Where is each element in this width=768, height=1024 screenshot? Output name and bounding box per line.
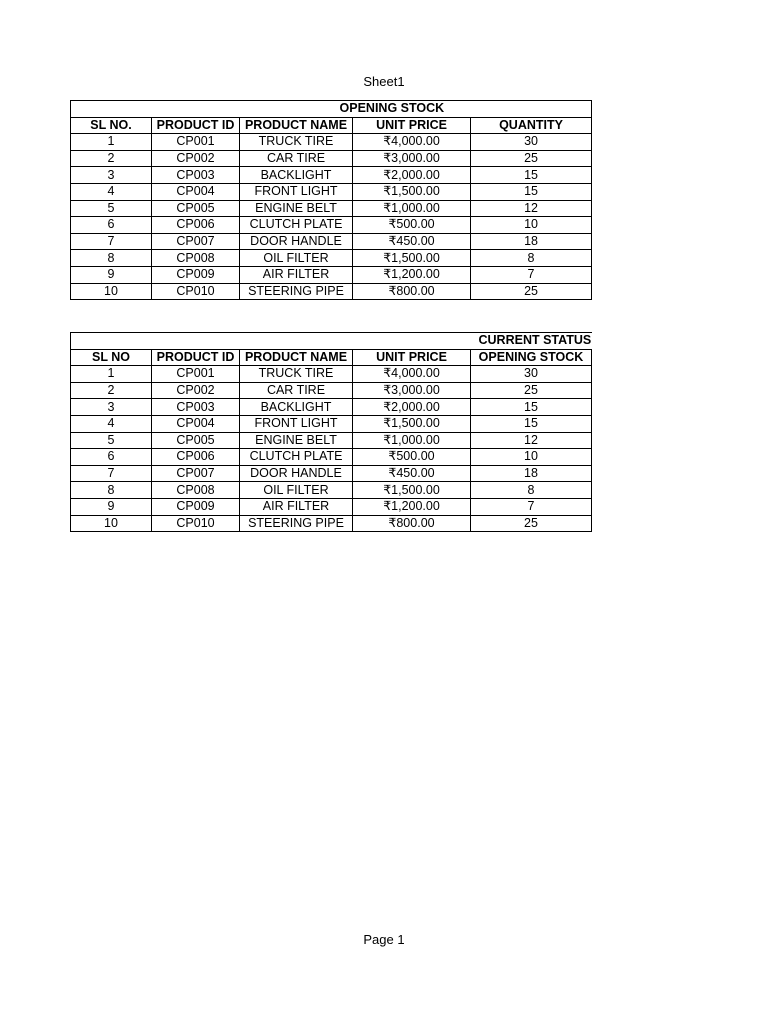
table-header-row: [71, 349, 592, 366]
table-row: [71, 465, 592, 482]
table-cell: 9: [71, 498, 152, 515]
opening-stock-table-region: [70, 100, 591, 300]
column-header: UNIT PRICE: [353, 117, 471, 134]
table-cell: CP009: [152, 498, 240, 515]
table-cell: 7: [71, 465, 152, 482]
table-cell: 15: [471, 399, 592, 416]
table-cell: 10: [471, 217, 592, 234]
table-row: [71, 482, 592, 499]
table-cell: CP005: [152, 200, 240, 217]
table-cell: 10: [471, 449, 592, 466]
table-caption-row: [71, 101, 592, 118]
table-cell: ₹1,000.00: [353, 432, 471, 449]
table-cell: 6: [71, 217, 152, 234]
table-cell: ₹500.00: [353, 449, 471, 466]
table-cell: DOOR HANDLE: [240, 233, 353, 250]
table-cell: 12: [471, 200, 592, 217]
table-row: [71, 498, 592, 515]
table-cell: 25: [471, 515, 592, 532]
table-cell: ₹1,500.00: [353, 415, 471, 432]
current-status-table: [70, 332, 592, 532]
table-row: [71, 399, 592, 416]
table-cell: ₹800.00: [353, 283, 471, 300]
table-cell: 30: [471, 366, 592, 383]
table-cell: ₹800.00: [353, 515, 471, 532]
column-header: OPENING STOCK: [471, 349, 592, 366]
table-row: [71, 134, 592, 151]
table-row: [71, 283, 592, 300]
table-row: [71, 266, 592, 283]
table-cell: CLUTCH PLATE: [240, 449, 353, 466]
column-header: PRODUCT ID: [152, 349, 240, 366]
column-header: UNIT PRICE: [353, 349, 471, 366]
column-header: PRODUCT NAME: [240, 349, 353, 366]
current-status-caption: CURRENT STATUS: [478, 333, 592, 348]
column-header: QUANTITY: [471, 117, 592, 134]
table-cell: ₹1,200.00: [353, 266, 471, 283]
table-cell: CP007: [152, 465, 240, 482]
column-header: PRODUCT ID: [152, 117, 240, 134]
table-cell: ₹450.00: [353, 465, 471, 482]
table-cell: ₹1,500.00: [353, 183, 471, 200]
table-cell: 3: [71, 167, 152, 184]
table-cell: 8: [71, 482, 152, 499]
table-cell: CP002: [152, 150, 240, 167]
table-cell: 2: [71, 150, 152, 167]
table-row: [71, 515, 592, 532]
table-cell: CP002: [152, 382, 240, 399]
table-row: [71, 233, 592, 250]
table-cell: ₹4,000.00: [353, 366, 471, 383]
table-cell: TRUCK TIRE: [240, 366, 353, 383]
table-cell: 1: [71, 366, 152, 383]
table-row: [71, 217, 592, 234]
table-cell: 5: [71, 200, 152, 217]
table-cell: OIL FILTER: [240, 482, 353, 499]
table-cell: 5: [71, 432, 152, 449]
table-cell: ₹3,000.00: [353, 150, 471, 167]
table-cell: 30: [471, 134, 592, 151]
table-cell: CP005: [152, 432, 240, 449]
table-cell: 25: [471, 283, 592, 300]
table-cell: 18: [471, 233, 592, 250]
table-cell: CP004: [152, 183, 240, 200]
table-cell: DOOR HANDLE: [240, 465, 353, 482]
table-cell: ₹1,200.00: [353, 498, 471, 515]
table-cell: 4: [71, 415, 152, 432]
table-cell: CP001: [152, 366, 240, 383]
table-row: [71, 183, 592, 200]
table-cell: CP010: [152, 515, 240, 532]
table-cell: CP006: [152, 217, 240, 234]
table-cell: CP009: [152, 266, 240, 283]
table-cell: AIR FILTER: [240, 498, 353, 515]
table-cell: ENGINE BELT: [240, 432, 353, 449]
table-cell: TRUCK TIRE: [240, 134, 353, 151]
table-cell: 7: [71, 233, 152, 250]
table-cell: STEERING PIPE: [240, 283, 353, 300]
table-cell: 4: [71, 183, 152, 200]
table-cell: ₹2,000.00: [353, 399, 471, 416]
table-cell: 8: [471, 250, 592, 267]
table-cell: ₹450.00: [353, 233, 471, 250]
table-cell: 25: [471, 382, 592, 399]
sheet-title: Sheet1: [363, 74, 405, 89]
table-cell: ₹1,500.00: [353, 482, 471, 499]
table-cell: BACKLIGHT: [240, 399, 353, 416]
table-cell: ₹1,500.00: [353, 250, 471, 267]
table-cell: 10: [71, 515, 152, 532]
table-cell: 6: [71, 449, 152, 466]
table-cell: CP008: [152, 482, 240, 499]
table-cell: 25: [471, 150, 592, 167]
table-cell: CP007: [152, 233, 240, 250]
current-status-table-region: [70, 332, 591, 532]
table-cell: 7: [471, 498, 592, 515]
table-cell: BACKLIGHT: [240, 167, 353, 184]
table-cell: 15: [471, 167, 592, 184]
table-row: [71, 382, 592, 399]
table-cell: CP010: [152, 283, 240, 300]
table-cell: ₹4,000.00: [353, 134, 471, 151]
opening-stock-table: [70, 100, 592, 300]
table-cell: 8: [71, 250, 152, 267]
table-row: [71, 415, 592, 432]
table-row: [71, 366, 592, 383]
opening-stock-caption: OPENING STOCK: [339, 101, 445, 116]
table-cell: CP001: [152, 134, 240, 151]
column-header: SL NO.: [71, 117, 152, 134]
table-cell: STEERING PIPE: [240, 515, 353, 532]
table-cell: FRONT LIGHT: [240, 183, 353, 200]
table-row: [71, 200, 592, 217]
table-cell: ENGINE BELT: [240, 200, 353, 217]
table-cell: 8: [471, 482, 592, 499]
table-row: [71, 432, 592, 449]
table-cell: CAR TIRE: [240, 382, 353, 399]
table-cell: 12: [471, 432, 592, 449]
table-cell: CAR TIRE: [240, 150, 353, 167]
table-cell: CP006: [152, 449, 240, 466]
table-row: [71, 449, 592, 466]
table-header-row: [71, 117, 592, 134]
table-cell: CP008: [152, 250, 240, 267]
column-header: PRODUCT NAME: [240, 117, 353, 134]
table-row: [71, 250, 592, 267]
table-cell: 1: [71, 134, 152, 151]
table-cell: CP003: [152, 167, 240, 184]
table-cell: 9: [71, 266, 152, 283]
table-cell: 18: [471, 465, 592, 482]
column-header: SL NO: [71, 349, 152, 366]
table-cell: ₹1,000.00: [353, 200, 471, 217]
table-cell: 3: [71, 399, 152, 416]
page-number: Page 1: [363, 932, 405, 947]
table-cell: 2: [71, 382, 152, 399]
table-cell: 15: [471, 415, 592, 432]
table-cell: CP003: [152, 399, 240, 416]
table-cell: 7: [471, 266, 592, 283]
table-row: [71, 150, 592, 167]
table-row: [71, 167, 592, 184]
table-cell: FRONT LIGHT: [240, 415, 353, 432]
table-cell: 10: [71, 283, 152, 300]
table-cell: CP004: [152, 415, 240, 432]
table-caption-row: [71, 333, 592, 350]
table-cell: OIL FILTER: [240, 250, 353, 267]
table-cell: ₹3,000.00: [353, 382, 471, 399]
table-cell: 15: [471, 183, 592, 200]
table-cell: CLUTCH PLATE: [240, 217, 353, 234]
table-cell: ₹500.00: [353, 217, 471, 234]
table-cell: AIR FILTER: [240, 266, 353, 283]
table-cell: ₹2,000.00: [353, 167, 471, 184]
